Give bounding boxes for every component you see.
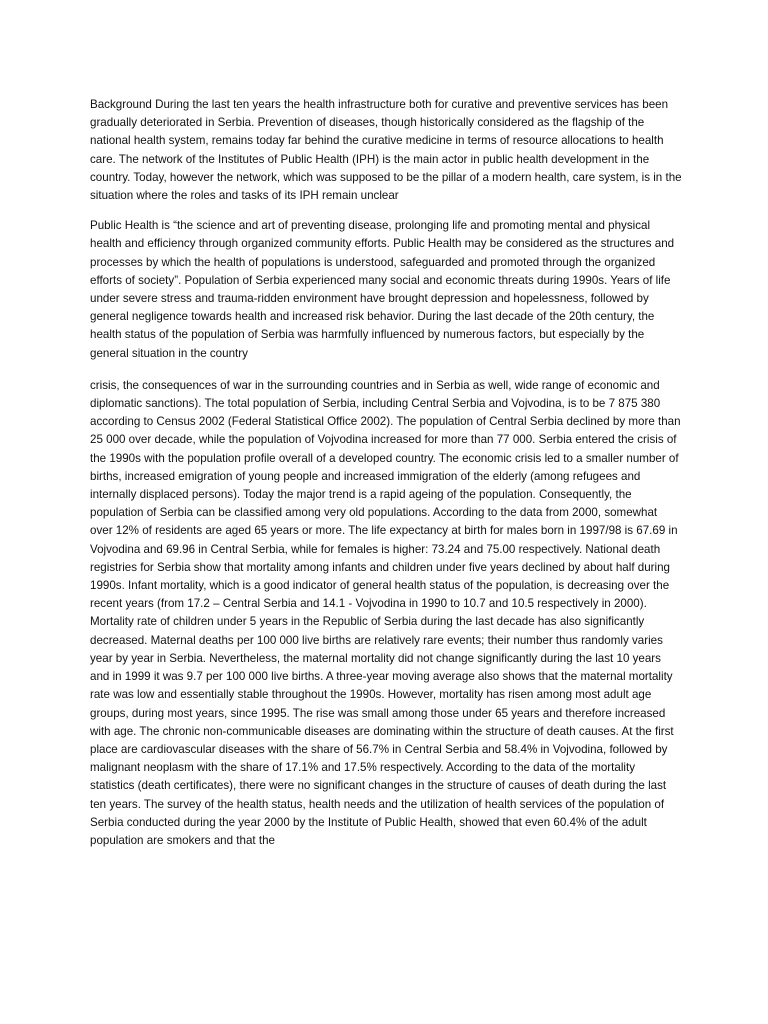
paragraph-population-crisis: crisis, the consequences of war in the surrounding countries and in Serbia as well, wide range of economic and diplomatic sanctions). The total population of Serbia, including Central Serbia and Vojvodina, is to be 7 875 380 according to Census 2002 (Federal Statistical Office 2002). The population of Central Serbia declined by more than 25 000 over decade, while the population of Vojvodina increased for more than 77 000. Serbia entered the crisis of the 1990s with the population profile overall of a developed country. The economic crisis led to a smaller number of births, increased emigration of young people and increased immigration of the elderly (among refugees and internally displaced persons). Today the major trend is a rapid ageing of the population. Consequently, the population of Serbia can be classified among very old populations. According to the data from 2000, somewhat over 12% of residents are aged 65 years or more. The life expectancy at birth for males born in 1997/98 is 67.69 in Vojvodina and 69.96 in Central Serbia, while for females is higher: 73.24 and 75.00 respectively. National death registries for Serbia show that mortality among infants and children under five years declined by about half during 1990s. Infant mortality, which is a good indicator of general health status of the population, is decreasing over the recent years (from 17.2 – Central Serbia and 14.1 - Vojvodina in 1990 to 10.7 and 10.5 respectively in 2000). Mortality rate of children under 5 years in the Republic of Serbia during the last decade has also significantly decreased. Maternal deaths per 100 000 live births are relatively rare events; their number thus randomly varies year by year in Serbia. Nevertheless, the maternal mortality did not change significantly during the last 10 years and in 1999 it was 9.7 per 100 000 live births. A three-year moving average also shows that the maternal mortality rate was low and essentially stable throughout the 1990s. However, mortality has risen among most adult age groups, during most years, since 1995. The rise was small among those under 65 years and therefore increased with age. The chronic non-communicable diseases are dominating within the structure of death causes. At the first place are cardiovascular diseases with the share of 56.7% in Central Serbia and 58.4% in Vojvodina, followed by malignant neoplasm with the share of 17.1% and 17.5% respectively. According to the data of the mortality statistics (death certificates), there were no significant changes in the structure of causes of death during the last ten years. The survey of the health status, health needs and the utilization of health services of the population of Serbia conducted during the year 2000 by the Institute of Public Health, showed that even 60.4% of the adult population are smokers and that the <box>90 378 681 847</box>
document-page <box>90 96 682 850</box>
paragraph-background: Background During the last ten years the health infrastructure both for curative and preventive services has been gradually deteriorated in Serbia. Prevention of diseases, though historically considered as the flagship of the national health system, remains today far behind the curative medicine in terms of resource allocations to health care. The network of the Institutes of Public Health (IPH) is the main actor in public health development in the country. Today, however the network, which was supposed to be the pillar of a modern health, care system, is in the situation where the roles and tasks of its IPH remain unclear <box>90 98 682 203</box>
paragraph-public-health: Public Health is “the science and art of preventing disease, prolonging life and promoting mental and physical health and efficiency through organized community efforts. Public Health may be considered as the structures and processes by which the health of populations is understood, safeguarded and promoted through the organized efforts of society”. Population of Serbia experienced many social and economic threats during 1990s. Years of life under severe stress and trauma-ridden environment have brought depression and hopelessness, followed by general negligence towards health and increased risk behavior. During the last decade of the 20th century, the health status of the population of Serbia was harmfully influenced by numerous factors, but especially by the general situation in the country <box>90 219 675 360</box>
